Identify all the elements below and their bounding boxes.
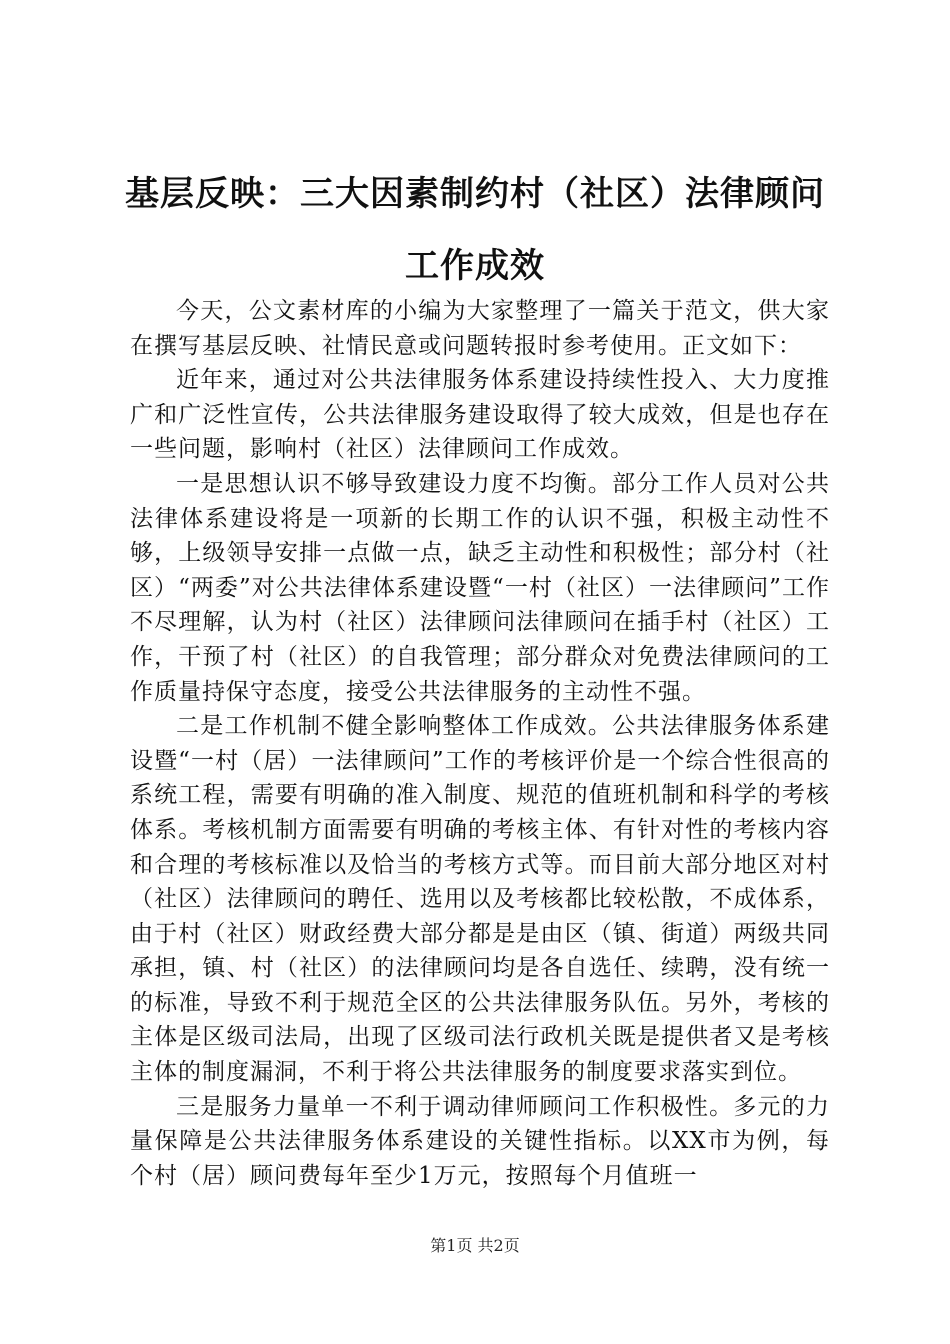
page-number: 第1页 共2页 — [430, 1236, 520, 1255]
paragraph-intro: 今天，公文素材库的小编为大家整理了一篇关于范文，供大家在撰写基层反映、社情民意或问题转报时参考使用。正文如下： — [130, 298, 830, 359]
paragraph-point-three: 三是服务力量单一不利于调动律师顾问工作积极性。多元的力量保障是公共法律服务体系建设的关键性指标。以XX市为例，每个村（居）顾问费每年至少1万元，按照每个月值班一 — [130, 1093, 830, 1189]
document-title: 基层反映：三大因素制约村（社区）法律顾问工作成效 — [125, 174, 825, 286]
document-body — [130, 294, 830, 1193]
paragraph-point-two: 二是工作机制不健全影响整体工作成效。公共法律服务体系建设暨“一村（居）一法律顾问”工作的考核评价是一个综合性很高的系统工程，需要有明确的准入制度、规范的值班机制和科学的考核体系。考核机制方面需要有明确的考核主体、有针对性的考核内容和合理的考核标准以及恰当的考核方式等。而目前大部分地区对村（社区）法律顾问的聘任、选用以及考核都比较松散，不成体系，由于村（社区）财政经费大部分都是是由区（镇、街道）两级共同承担，镇、村（社区）的法律顾问均是各自选任、续聘，没有统一的标准，导致不利于规范全区的公共法律服务队伍。另外，考核的主体是区级司法局，出现了区级司法行政机关既是提供者又是考核主体的制度漏洞，不利于将公共法律服务的制度要求落实到位。 — [130, 713, 830, 1086]
paragraph-overview: 近年来，通过对公共法律服务体系建设持续性投入、大力度推广和广泛性宣传，公共法律服务建设取得了较大成效，但是也存在一些问题，影响村（社区）法律顾问工作成效。 — [130, 367, 830, 463]
paragraph-point-one: 一是思想认识不够导致建设力度不均衡。部分工作人员对公共法律体系建设将是一项新的长期工作的认识不强，积极主动性不够，上级领导安排一点做一点，缺乏主动性和积极性；部分村（社区）“两委”对公共法律体系建设暨“一村（社区）一法律顾问”工作不尽理解，认为村（社区）法律顾问法律顾问在插手村（社区）工作，干预了村（社区）的自我管理；部分群众对免费法律顾问的工作质量持保守态度，接受公共法律服务的主动性不强。 — [130, 470, 830, 705]
